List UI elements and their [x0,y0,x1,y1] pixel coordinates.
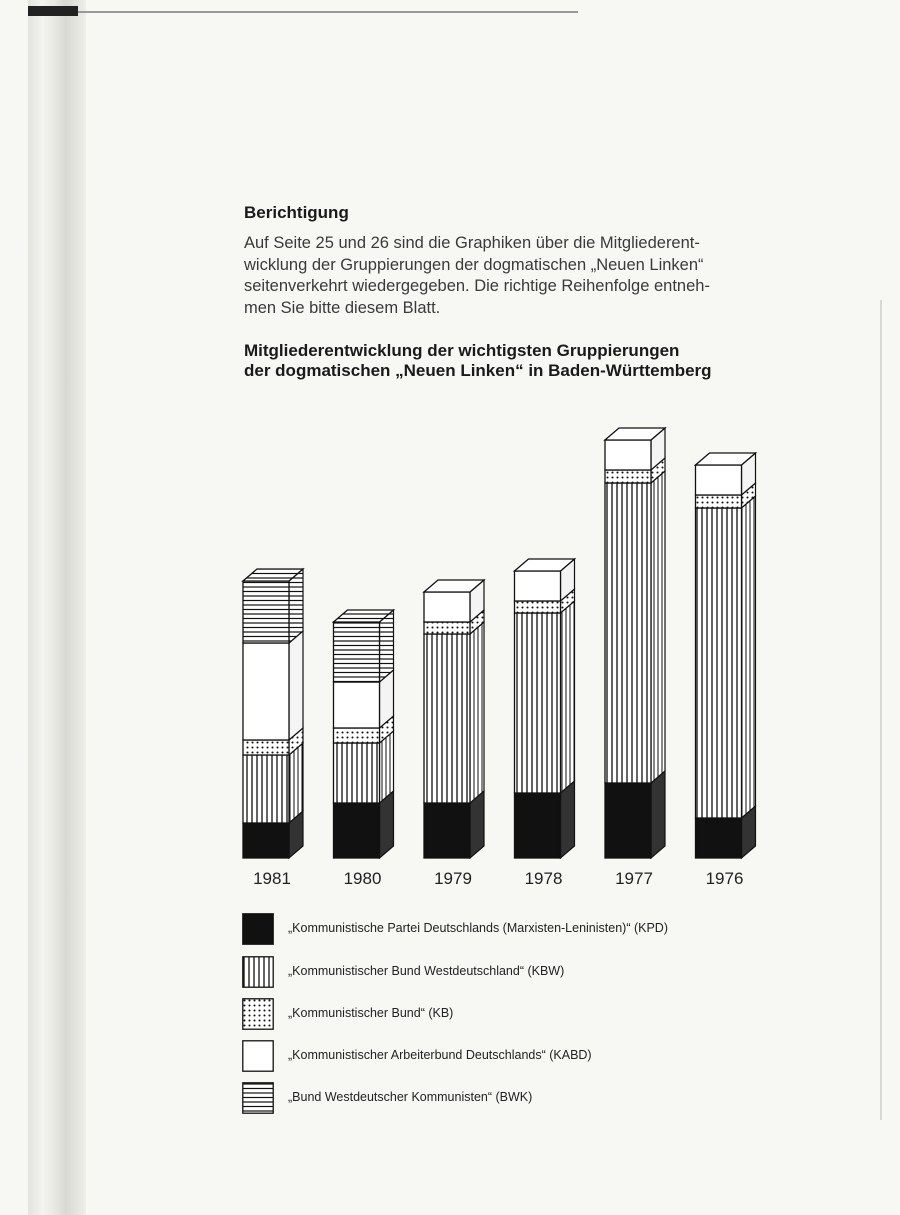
bar-segment-side-kpd [651,771,665,858]
bar-segment-kbw [334,743,380,803]
x-tick-label: 1981 [253,869,291,888]
paragraph-line: men Sie bitte diesem Blatt. [244,298,441,317]
bar-segment-side-kbw [561,601,575,793]
bar-1980 [334,610,394,858]
bar-segment-kbw [243,755,289,823]
paragraph-line: wicklung der Gruppierungen der dogmatischen „Neuen Linken“ [244,255,704,274]
bar-segment-kbw [424,634,470,803]
legend-item-kbw [242,956,802,988]
bar-1979 [424,580,484,858]
legend-swatch-kbw [242,956,274,988]
bar-segment-kabd [605,440,651,470]
bar-segment-side-kbw [742,496,756,818]
bar-segment-kpd [605,783,651,858]
legend-label: „Kommunistischer Arbeiterbund Deutschlands“ (KABD) [288,1048,592,1062]
legend-swatch-bwk [242,1082,274,1114]
bar-segment-kbw [605,483,651,783]
bar-1977 [605,428,665,858]
bar-segment-kb [696,495,742,508]
legend-swatch-kpd [242,913,274,945]
legend-label: „Kommunistischer Bund Westdeutschland“ (KBW) [288,964,565,978]
bar-segment-kpd [243,823,289,858]
bar-segment-kpd [696,818,742,858]
legend-swatch-kb [242,998,274,1030]
bar-segment-kpd [424,803,470,858]
legend-item-bwk [242,1082,802,1114]
bar-segment-kpd [334,803,380,858]
paragraph-line: seitenverkehrt wiedergegeben. Die richtige Reihenfolge entneh- [244,277,710,295]
bar-1978 [515,559,575,858]
bar-segment-kabd [334,682,380,728]
chart-title-line: Mitgliederentwicklung der wichtigsten Gruppierungen [244,341,680,360]
bar-segment-kb [243,740,289,755]
bar-segment-kabd [424,592,470,622]
bar-segment-bwk [243,581,289,643]
chart-title-line: der dogmatischen „Neuen Linken“ in Baden-Württemberg [244,361,712,380]
bar-segment-side-kbw [289,743,303,823]
legend-label: „Kommunistische Partei Deutschlands (Marxisten-Leninisten)“ (KPD) [288,921,668,935]
bar-segment-side-kbw [651,471,665,783]
bar-segment-kbw [515,613,561,793]
bar-segment-side-kpd [561,781,575,858]
bar-1981 [243,569,303,858]
bar-segment-kb [424,622,470,634]
bar-segment-kpd [515,793,561,858]
legend-label: „Kommunistischer Bund“ (KB) [288,1006,454,1020]
bar-1976 [696,453,756,858]
bar-segment-side-kbw [470,622,484,803]
legend-item-kabd [242,1040,802,1072]
bar-segment-side-kabd [289,631,303,740]
bar-segment-kbw [696,508,742,818]
bar-segment-kb [605,470,651,483]
x-tick-label: 1977 [615,869,653,888]
x-tick-label: 1976 [705,869,744,888]
legend-label: „Bund Westdeutscher Kommunisten“ (BWK) [288,1090,533,1104]
paragraph-line: Auf Seite 25 und 26 sind die Graphiken über die Mitgliederent- [244,234,700,252]
bar-segment-kabd [696,465,742,495]
x-tick-label: 1979 [434,869,472,888]
bar-segment-kb [515,601,561,613]
bar-segment-bwk [334,622,380,682]
legend-item-kpd [242,913,802,945]
bar-segment-kabd [515,571,561,601]
x-tick-label: 1980 [343,869,382,888]
x-tick-label: 1978 [524,869,563,888]
bar-segment-kabd [243,643,289,740]
legend-item-kb [242,998,802,1030]
correction-heading: Berichtigung [244,203,349,222]
bar-segment-kb [334,728,380,743]
bar-segment-side-bwk [289,569,303,643]
legend-swatch-kabd [242,1040,274,1072]
